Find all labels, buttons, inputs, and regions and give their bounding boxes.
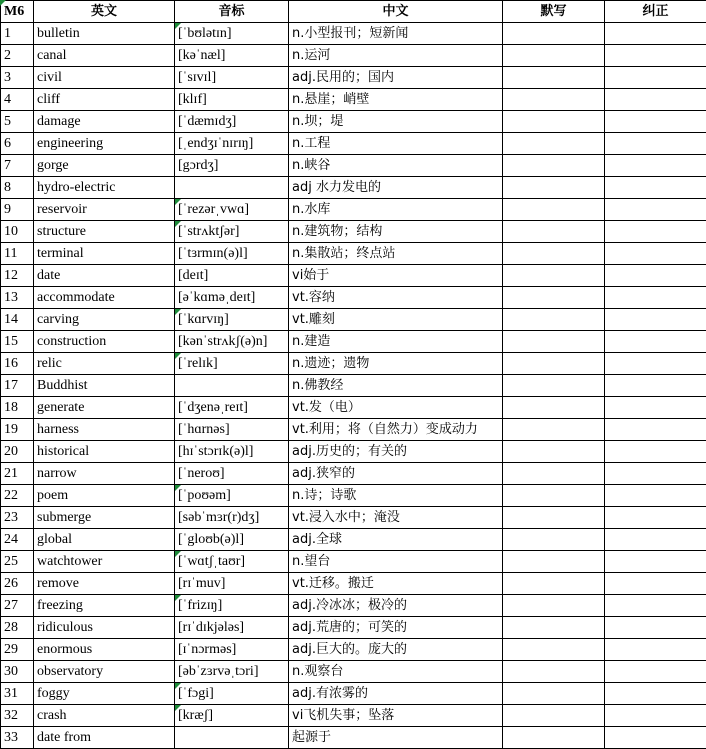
phonetic-cell[interactable]: [ˈdʒenəˌreɪt] bbox=[175, 397, 289, 419]
table-row bbox=[1, 617, 706, 639]
english-word-cell[interactable]: remove bbox=[34, 573, 175, 595]
chinese-meaning-cell[interactable]: n.峡谷 bbox=[289, 155, 503, 177]
row-number-cell[interactable]: 27 bbox=[1, 595, 34, 617]
table-row bbox=[1, 221, 706, 243]
table-row bbox=[1, 419, 706, 441]
correction-cell[interactable] bbox=[605, 155, 706, 177]
correction-cell[interactable] bbox=[605, 683, 706, 705]
phonetic-cell[interactable]: [ˈtɜrmɪn(ə)l] bbox=[175, 243, 289, 265]
header-unit[interactable]: M6 bbox=[1, 1, 34, 23]
row-number-cell[interactable]: 9 bbox=[1, 199, 34, 221]
chinese-meaning-cell[interactable]: n.工程 bbox=[289, 133, 503, 155]
chinese-meaning-cell[interactable]: adj.荒唐的；可笑的 bbox=[289, 617, 503, 639]
chinese-meaning-cell[interactable]: n.观察台 bbox=[289, 661, 503, 683]
correction-cell[interactable] bbox=[605, 419, 706, 441]
row-number-cell[interactable]: 18 bbox=[1, 397, 34, 419]
correction-cell[interactable] bbox=[605, 441, 706, 463]
table-row bbox=[1, 353, 706, 375]
header-phonetic[interactable]: 音标 bbox=[175, 1, 289, 23]
chinese-meaning-cell[interactable]: n.水库 bbox=[289, 199, 503, 221]
phonetic-cell[interactable] bbox=[175, 177, 289, 199]
phonetic-cell[interactable]: [ˈwɑtʃˌtaʊr] bbox=[175, 551, 289, 573]
english-word-cell[interactable]: terminal bbox=[34, 243, 175, 265]
phonetic-cell[interactable]: [kræʃ] bbox=[175, 705, 289, 727]
table-row bbox=[1, 67, 706, 89]
chinese-meaning-cell[interactable]: adj.有浓雾的 bbox=[289, 683, 503, 705]
correction-cell[interactable] bbox=[605, 507, 706, 529]
table-row bbox=[1, 551, 706, 573]
correction-cell[interactable] bbox=[605, 375, 706, 397]
phonetic-cell[interactable]: [rɪˈdɪkjələs] bbox=[175, 617, 289, 639]
phonetic-cell[interactable]: [ˈdæmɪdʒ] bbox=[175, 111, 289, 133]
dictation-cell[interactable] bbox=[503, 353, 605, 375]
correction-cell[interactable] bbox=[605, 573, 706, 595]
chinese-meaning-cell[interactable]: adj.历史的；有关的 bbox=[289, 441, 503, 463]
row-number-cell[interactable]: 3 bbox=[1, 67, 34, 89]
table-row bbox=[1, 683, 706, 705]
dictation-cell[interactable] bbox=[503, 661, 605, 683]
phonetic-cell[interactable]: [ˈsɪvɪl] bbox=[175, 67, 289, 89]
correction-cell[interactable] bbox=[605, 23, 706, 45]
chinese-meaning-cell[interactable]: n.望台 bbox=[289, 551, 503, 573]
chinese-meaning-cell[interactable]: n.遗迹；遗物 bbox=[289, 353, 503, 375]
correction-cell[interactable] bbox=[605, 133, 706, 155]
english-word-cell[interactable]: enormous bbox=[34, 639, 175, 661]
table-row bbox=[1, 45, 706, 67]
phonetic-cell[interactable]: [ˌendʒɪˈnɪrɪŋ] bbox=[175, 133, 289, 155]
english-word-cell[interactable]: observatory bbox=[34, 661, 175, 683]
row-number-cell[interactable]: 13 bbox=[1, 287, 34, 309]
dictation-cell[interactable] bbox=[503, 45, 605, 67]
table-row bbox=[1, 199, 706, 221]
table-row bbox=[1, 155, 706, 177]
row-number-cell[interactable]: 25 bbox=[1, 551, 34, 573]
correction-cell[interactable] bbox=[605, 287, 706, 309]
chinese-meaning-cell[interactable]: n.佛教经 bbox=[289, 375, 503, 397]
dictation-cell[interactable] bbox=[503, 23, 605, 45]
table-row bbox=[1, 529, 706, 551]
english-word-cell[interactable]: Buddhist bbox=[34, 375, 175, 397]
dictation-cell[interactable] bbox=[503, 331, 605, 353]
correction-cell[interactable] bbox=[605, 353, 706, 375]
row-number-cell[interactable]: 29 bbox=[1, 639, 34, 661]
dictation-cell[interactable] bbox=[503, 595, 605, 617]
english-word-cell[interactable]: narrow bbox=[34, 463, 175, 485]
correction-cell[interactable] bbox=[605, 111, 706, 133]
table-row bbox=[1, 727, 706, 749]
chinese-meaning-cell[interactable]: n.坝；堤 bbox=[289, 111, 503, 133]
chinese-meaning-cell[interactable]: vt.容纳 bbox=[289, 287, 503, 309]
phonetic-cell[interactable]: [ɪˈnɔrməs] bbox=[175, 639, 289, 661]
dictation-cell[interactable] bbox=[503, 375, 605, 397]
chinese-meaning-cell[interactable]: adj.狭窄的 bbox=[289, 463, 503, 485]
phonetic-cell[interactable]: [ˈpoʊəm] bbox=[175, 485, 289, 507]
correction-cell[interactable] bbox=[605, 485, 706, 507]
row-number-cell[interactable]: 16 bbox=[1, 353, 34, 375]
chinese-meaning-cell[interactable]: vt.浸入水中；淹没 bbox=[289, 507, 503, 529]
row-number-cell[interactable]: 14 bbox=[1, 309, 34, 331]
english-word-cell[interactable]: accommodate bbox=[34, 287, 175, 309]
english-word-cell[interactable]: watchtower bbox=[34, 551, 175, 573]
header-correction[interactable]: 纠正 bbox=[605, 1, 706, 23]
correction-cell[interactable] bbox=[605, 617, 706, 639]
dictation-cell[interactable] bbox=[503, 705, 605, 727]
english-word-cell[interactable]: bulletin bbox=[34, 23, 175, 45]
table-row bbox=[1, 463, 706, 485]
dictation-cell[interactable] bbox=[503, 397, 605, 419]
correction-cell[interactable] bbox=[605, 221, 706, 243]
chinese-meaning-cell[interactable]: n.集散站；终点站 bbox=[289, 243, 503, 265]
english-word-cell[interactable]: carving bbox=[34, 309, 175, 331]
phonetic-cell[interactable]: [əˈkɑməˌdeɪt] bbox=[175, 287, 289, 309]
chinese-meaning-cell[interactable]: n.悬崖；峭壁 bbox=[289, 89, 503, 111]
table-body bbox=[1, 23, 706, 749]
correction-cell[interactable] bbox=[605, 309, 706, 331]
english-word-cell[interactable]: global bbox=[34, 529, 175, 551]
english-word-cell[interactable]: generate bbox=[34, 397, 175, 419]
row-number-cell[interactable]: 32 bbox=[1, 705, 34, 727]
english-word-cell[interactable]: hydro-electric bbox=[34, 177, 175, 199]
correction-cell[interactable] bbox=[605, 529, 706, 551]
english-word-cell[interactable]: damage bbox=[34, 111, 175, 133]
english-word-cell[interactable]: civil bbox=[34, 67, 175, 89]
english-word-cell[interactable]: crash bbox=[34, 705, 175, 727]
dictation-cell[interactable] bbox=[503, 133, 605, 155]
chinese-meaning-cell[interactable]: adj.全球 bbox=[289, 529, 503, 551]
english-word-cell[interactable]: engineering bbox=[34, 133, 175, 155]
correction-cell[interactable] bbox=[605, 705, 706, 727]
english-word-cell[interactable]: poem bbox=[34, 485, 175, 507]
table-row bbox=[1, 23, 706, 45]
english-word-cell[interactable]: construction bbox=[34, 331, 175, 353]
dictation-cell[interactable] bbox=[503, 155, 605, 177]
table-row bbox=[1, 243, 706, 265]
chinese-meaning-cell[interactable]: adj.冷冰冰；极冷的 bbox=[289, 595, 503, 617]
dictation-cell[interactable] bbox=[503, 727, 605, 749]
correction-cell[interactable] bbox=[605, 463, 706, 485]
dictation-cell[interactable] bbox=[503, 529, 605, 551]
english-word-cell[interactable]: cliff bbox=[34, 89, 175, 111]
table-row bbox=[1, 639, 706, 661]
phonetic-cell[interactable]: [ˈbʊlətɪn] bbox=[175, 23, 289, 45]
english-word-cell[interactable]: reservoir bbox=[34, 199, 175, 221]
dictation-cell[interactable] bbox=[503, 199, 605, 221]
row-number-cell[interactable]: 22 bbox=[1, 485, 34, 507]
phonetic-cell[interactable]: [rɪˈmuv] bbox=[175, 573, 289, 595]
header-chinese[interactable]: 中文 bbox=[289, 1, 503, 23]
english-word-cell[interactable]: foggy bbox=[34, 683, 175, 705]
phonetic-cell[interactable]: [deɪt] bbox=[175, 265, 289, 287]
correction-cell[interactable] bbox=[605, 243, 706, 265]
dictation-cell[interactable] bbox=[503, 265, 605, 287]
row-number-cell[interactable]: 6 bbox=[1, 133, 34, 155]
phonetic-cell[interactable]: [ˈfrizɪŋ] bbox=[175, 595, 289, 617]
dictation-cell[interactable] bbox=[503, 441, 605, 463]
english-word-cell[interactable]: freezing bbox=[34, 595, 175, 617]
dictation-cell[interactable] bbox=[503, 463, 605, 485]
table-row bbox=[1, 111, 706, 133]
phonetic-cell[interactable]: [hɪˈstɔrɪk(ə)l] bbox=[175, 441, 289, 463]
phonetic-cell[interactable]: [ˈstrʌktʃər] bbox=[175, 221, 289, 243]
table-row bbox=[1, 573, 706, 595]
chinese-meaning-cell[interactable]: vt.雕刻 bbox=[289, 309, 503, 331]
row-number-cell[interactable]: 1 bbox=[1, 23, 34, 45]
dictation-cell[interactable] bbox=[503, 551, 605, 573]
table-row bbox=[1, 133, 706, 155]
row-number-cell[interactable]: 11 bbox=[1, 243, 34, 265]
correction-cell[interactable] bbox=[605, 661, 706, 683]
row-number-cell[interactable]: 33 bbox=[1, 727, 34, 749]
row-number-cell[interactable]: 24 bbox=[1, 529, 34, 551]
row-number-cell[interactable]: 26 bbox=[1, 573, 34, 595]
english-word-cell[interactable]: gorge bbox=[34, 155, 175, 177]
table-row bbox=[1, 265, 706, 287]
dictation-cell[interactable] bbox=[503, 573, 605, 595]
table-row bbox=[1, 595, 706, 617]
dictation-cell[interactable] bbox=[503, 309, 605, 331]
dictation-cell[interactable] bbox=[503, 243, 605, 265]
correction-cell[interactable] bbox=[605, 67, 706, 89]
row-number-cell[interactable]: 20 bbox=[1, 441, 34, 463]
phonetic-cell[interactable]: [ˈkɑrvɪŋ] bbox=[175, 309, 289, 331]
phonetic-cell[interactable]: [klɪf] bbox=[175, 89, 289, 111]
dictation-cell[interactable] bbox=[503, 177, 605, 199]
row-number-cell[interactable]: 7 bbox=[1, 155, 34, 177]
phonetic-cell[interactable]: [ˈgloʊb(ə)l] bbox=[175, 529, 289, 551]
english-word-cell[interactable]: harness bbox=[34, 419, 175, 441]
dictation-cell[interactable] bbox=[503, 287, 605, 309]
english-word-cell[interactable]: ridiculous bbox=[34, 617, 175, 639]
dictation-cell[interactable] bbox=[503, 683, 605, 705]
row-number-cell[interactable]: 8 bbox=[1, 177, 34, 199]
correction-cell[interactable] bbox=[605, 595, 706, 617]
chinese-meaning-cell[interactable]: n.小型报刊；短新闻 bbox=[289, 23, 503, 45]
table-row bbox=[1, 485, 706, 507]
phonetic-cell[interactable]: [səbˈmɜr(r)dʒ] bbox=[175, 507, 289, 529]
phonetic-cell[interactable]: [kənˈstrʌkʃ(ə)n] bbox=[175, 331, 289, 353]
phonetic-cell[interactable]: [gɔrdʒ] bbox=[175, 155, 289, 177]
chinese-meaning-cell[interactable]: n.诗；诗歌 bbox=[289, 485, 503, 507]
chinese-meaning-cell[interactable]: vi飞机失事；坠落 bbox=[289, 705, 503, 727]
table-row bbox=[1, 331, 706, 353]
header-dictation[interactable]: 默写 bbox=[503, 1, 605, 23]
chinese-meaning-cell[interactable]: n.运河 bbox=[289, 45, 503, 67]
phonetic-cell[interactable]: [ˈrezərˌvwɑ] bbox=[175, 199, 289, 221]
header-english[interactable]: 英文 bbox=[34, 1, 175, 23]
row-number-cell[interactable]: 23 bbox=[1, 507, 34, 529]
row-number-cell[interactable]: 30 bbox=[1, 661, 34, 683]
correction-cell[interactable] bbox=[605, 265, 706, 287]
phonetic-cell[interactable]: [ˈneroʊ] bbox=[175, 463, 289, 485]
dictation-cell[interactable] bbox=[503, 89, 605, 111]
table-row bbox=[1, 441, 706, 463]
chinese-meaning-cell[interactable]: adj.巨大的。庞大的 bbox=[289, 639, 503, 661]
chinese-meaning-cell[interactable]: vt.发（电） bbox=[289, 397, 503, 419]
phonetic-cell[interactable] bbox=[175, 727, 289, 749]
correction-cell[interactable] bbox=[605, 89, 706, 111]
phonetic-cell[interactable] bbox=[175, 375, 289, 397]
row-number-cell[interactable]: 21 bbox=[1, 463, 34, 485]
correction-cell[interactable] bbox=[605, 177, 706, 199]
table-row bbox=[1, 177, 706, 199]
dictation-cell[interactable] bbox=[503, 67, 605, 89]
dictation-cell[interactable] bbox=[503, 111, 605, 133]
header-row bbox=[1, 1, 706, 23]
table-row bbox=[1, 375, 706, 397]
dictation-cell[interactable] bbox=[503, 639, 605, 661]
row-number-cell[interactable]: 31 bbox=[1, 683, 34, 705]
phonetic-cell[interactable]: [ˈfɔgi] bbox=[175, 683, 289, 705]
phonetic-cell[interactable]: [əbˈzɜrvəˌtɔri] bbox=[175, 661, 289, 683]
dictation-cell[interactable] bbox=[503, 507, 605, 529]
dictation-cell[interactable] bbox=[503, 221, 605, 243]
row-number-cell[interactable]: 19 bbox=[1, 419, 34, 441]
chinese-meaning-cell[interactable]: vt.利用；将（自然力）变成动力 bbox=[289, 419, 503, 441]
row-number-cell[interactable]: 17 bbox=[1, 375, 34, 397]
dictation-cell[interactable] bbox=[503, 617, 605, 639]
table-row bbox=[1, 287, 706, 309]
dictation-cell[interactable] bbox=[503, 419, 605, 441]
phonetic-cell[interactable]: [ˈrelɪk] bbox=[175, 353, 289, 375]
row-number-cell[interactable]: 28 bbox=[1, 617, 34, 639]
table-row bbox=[1, 89, 706, 111]
correction-cell[interactable] bbox=[605, 397, 706, 419]
table-row bbox=[1, 397, 706, 419]
chinese-meaning-cell[interactable]: vt.迁移。搬迁 bbox=[289, 573, 503, 595]
correction-cell[interactable] bbox=[605, 331, 706, 353]
english-word-cell[interactable]: date from bbox=[34, 727, 175, 749]
correction-cell[interactable] bbox=[605, 45, 706, 67]
table-row bbox=[1, 705, 706, 727]
english-word-cell[interactable]: date bbox=[34, 265, 175, 287]
correction-cell[interactable] bbox=[605, 199, 706, 221]
phonetic-cell[interactable]: [kəˈnæl] bbox=[175, 45, 289, 67]
chinese-meaning-cell[interactable]: vi始于 bbox=[289, 265, 503, 287]
row-number-cell[interactable]: 10 bbox=[1, 221, 34, 243]
correction-cell[interactable] bbox=[605, 727, 706, 749]
english-word-cell[interactable]: submerge bbox=[34, 507, 175, 529]
row-number-cell[interactable]: 15 bbox=[1, 331, 34, 353]
correction-cell[interactable] bbox=[605, 639, 706, 661]
chinese-meaning-cell[interactable]: n.建筑物；结构 bbox=[289, 221, 503, 243]
dictation-cell[interactable] bbox=[503, 485, 605, 507]
english-word-cell[interactable]: canal bbox=[34, 45, 175, 67]
english-word-cell[interactable]: relic bbox=[34, 353, 175, 375]
chinese-meaning-cell[interactable]: adj.民用的；国内 bbox=[289, 67, 503, 89]
correction-cell[interactable] bbox=[605, 551, 706, 573]
row-number-cell[interactable]: 4 bbox=[1, 89, 34, 111]
table-row bbox=[1, 309, 706, 331]
english-word-cell[interactable]: historical bbox=[34, 441, 175, 463]
row-number-cell[interactable]: 12 bbox=[1, 265, 34, 287]
row-number-cell[interactable]: 5 bbox=[1, 111, 34, 133]
phonetic-cell[interactable]: [ˈhɑrnəs] bbox=[175, 419, 289, 441]
table-row bbox=[1, 507, 706, 529]
chinese-meaning-cell[interactable]: 起源于 bbox=[289, 727, 503, 749]
table-row bbox=[1, 661, 706, 683]
row-number-cell[interactable]: 2 bbox=[1, 45, 34, 67]
chinese-meaning-cell[interactable]: adj 水力发电的 bbox=[289, 177, 503, 199]
chinese-meaning-cell[interactable]: n.建造 bbox=[289, 331, 503, 353]
english-word-cell[interactable]: structure bbox=[34, 221, 175, 243]
